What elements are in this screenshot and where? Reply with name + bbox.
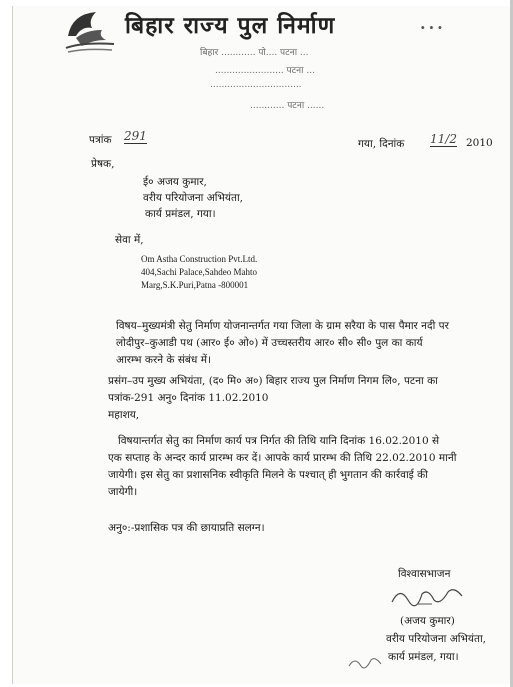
organisation-logo — [62, 6, 120, 56]
enclosure-note: अनु०:-प्रशासिक पत्र की छायाप्रति सलग्न। — [108, 522, 265, 534]
closing-designation: वरीय परियोजना अभियंता, — [386, 633, 486, 645]
salutation: महाशय, — [108, 409, 140, 421]
recipient-label: सेवा में, — [115, 234, 144, 246]
body-line: एक सप्ताह के अन्दर कार्य प्रारम्भ कर दें। आपके कार्य प्रारम्भ की तिथि 22.02.2010 मानी — [108, 452, 457, 464]
patrank-label: पत्रांक — [89, 134, 112, 146]
date-value: 11/2 — [430, 132, 457, 146]
year-value: 2010 — [466, 137, 493, 149]
sender-designation: वरीय परियोजना अभियंता, — [143, 192, 243, 204]
recipient-line: Marg,S.K.Puri,Patna -800001 — [141, 280, 249, 290]
body-line: जायेगी। — [108, 486, 138, 498]
letterhead-address-line: ............ पटना ...... — [250, 101, 325, 111]
patrank-value: 291 — [124, 129, 147, 143]
recipient-line: 404,Sachi Palace,Sahdeo Mahto — [141, 267, 257, 277]
signature — [388, 582, 468, 610]
body-line: जायेगी। इस सेतु का प्रशासनिक स्वीकृति मिलने के पश्चात् ही भुगतान की कार्रवाई की — [108, 469, 428, 481]
letterhead-title-suffix: ... — [420, 14, 446, 33]
sender-name: ई० अजय कुमार, — [143, 176, 207, 188]
place-date-label: गया, दिनांक — [358, 138, 405, 150]
subject-line: लोदीपुर–कुआडी पथ (आर० ई० ओ०) में उच्चस्तरीय आर० सी० सी० पुल का कार्य — [116, 337, 423, 349]
closing-yours: विश्वासभाजन — [398, 568, 451, 580]
letterhead-address-line: ................................ — [210, 80, 302, 90]
reference-line: पत्रांक-291 अनु० दिनांक 11.02.2010 — [108, 392, 269, 404]
closing-office: कार्य प्रमंडल, गया। — [388, 651, 459, 663]
letterhead-title: बिहार राज्य पुल निर्माण — [125, 12, 336, 39]
subject-line: विषय–मुख्यमंत्री सेतु निर्माण योजनान्तर्गत गया जिला के ग्राम सरैया के पास पैमार नदी पर — [116, 320, 449, 332]
recipient-line: Om Astha Construction Pvt.Ltd. — [141, 254, 258, 264]
reference-line: प्रसंग–उप मुख्य अभियंता, (द० मि० अ०) बिहार राज्य पुल निर्माण निगम लि०, पटना का — [108, 375, 438, 387]
sender-office: कार्य प्रमंडल, गया। — [145, 208, 216, 220]
letterhead-address-line: ........................ पटना ... — [215, 66, 315, 76]
sender-label: प्रेषक, — [91, 158, 115, 170]
letterhead-address-line: बिहार ............ पो.... पटना ... — [200, 48, 309, 58]
body-line: विषयान्तर्गत सेतु का निर्माण कार्य पत्र निर्गत की तिथि यानि दिनांक 16.02.2010 से — [118, 435, 440, 447]
closing-name: (अजय कुमार) — [400, 615, 455, 627]
subject-line: आरम्भ करने के संबंध में। — [116, 354, 211, 366]
initials-scribble — [345, 652, 385, 674]
